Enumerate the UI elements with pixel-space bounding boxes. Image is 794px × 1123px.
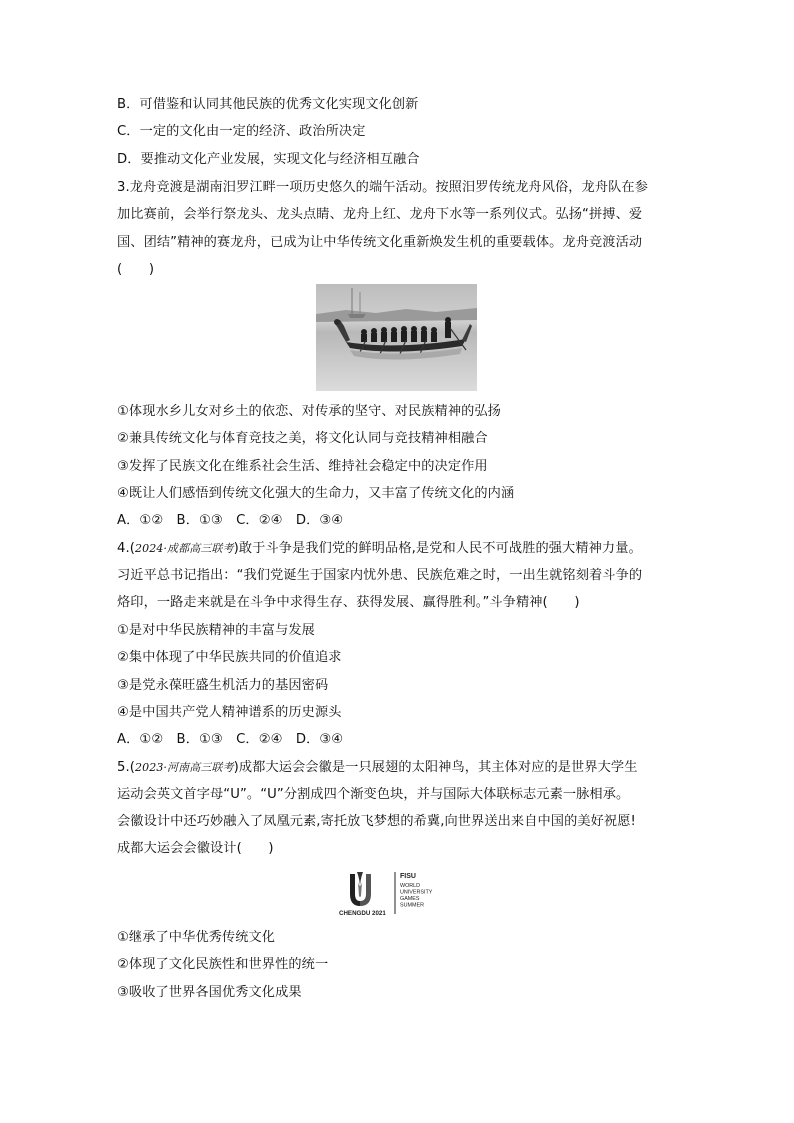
question-3-stem-line-2: 加比赛前，会举行祭龙头、龙头点睛、龙舟上红、龙舟下水等一系列仪式。弘扬“拼搏、爱 xyxy=(117,207,643,222)
q5-statement-3: ③吸收了世界各国优秀文化成果 xyxy=(117,985,302,1000)
logo-fisu-text: FISU xyxy=(400,873,416,880)
question-3-stem-line-1: 3.龙舟竞渡是湖南汨罗江畔一项历史悠久的端午活动。按照汨罗传统龙舟风俗，龙舟队在参 xyxy=(117,180,648,195)
question-5-number: 5.( xyxy=(117,760,136,775)
chengdu-universiade-logo xyxy=(336,868,456,918)
option-d: D．要推动文化产业发展，实现文化与经济相互融合 xyxy=(117,152,420,167)
q3-statement-1: ①体现水乡儿女对乡土的依恋、对传承的坚守、对民族精神的弘扬 xyxy=(117,404,501,419)
question-4-number: 4.( xyxy=(117,541,136,556)
question-4-stem-line-1 xyxy=(117,540,677,558)
question-5-stem-line-2: 运动会英文首字母“U”。“U”分割成四个渐变色块，并与国际大体联标志元素一脉相承。 xyxy=(117,787,630,802)
q4-statement-4: ④是中国共产党人精神谱系的历史源头 xyxy=(117,705,342,720)
q3-statement-2: ②兼具传统文化与体育竞技之美，将文化认同与竞技精神相融合 xyxy=(117,431,488,446)
question-4-stem-line-2: 习近平总书记指出：“我们党诞生于国家内忧外患、民族危难之时，一出生就铭刻着斗争的 xyxy=(117,568,643,583)
logo-line-summer: SUMMER xyxy=(400,902,424,909)
logo-line-games: GAMES xyxy=(400,896,420,902)
q4-statement-1: ①是对中华民族精神的丰富与发展 xyxy=(117,623,315,638)
question-4-stem-line-3: 烙印，一路走来就是在斗争中求得生存、获得发展、赢得胜利。”斗争精神( ) xyxy=(117,595,580,610)
question-3-blank: ( ) xyxy=(117,262,155,277)
question-5-text: )成都大运会会徽是一只展翅的太阳神鸟，其主体对应的是世界大学生 xyxy=(233,760,638,775)
question-5-source: 2023·河南高三联考 xyxy=(135,761,234,774)
q5-statement-2: ②体现了文化民族性和世界性的统一 xyxy=(117,957,329,972)
logo-line-world: WORLD xyxy=(400,883,421,889)
dragon-boat-photo xyxy=(316,284,477,391)
option-b: B．可借鉴和认同其他民族的优秀文化实现文化创新 xyxy=(117,97,419,112)
q3-statement-4: ④既让人们感悟到传统文化强大的生命力，又丰富了传统文化的内涵 xyxy=(117,486,515,501)
question-4-source: 2024·成都高三联考 xyxy=(135,542,234,555)
question-5-stem-line-1 xyxy=(117,759,677,777)
logo-city-text: CHENGDU 2021 xyxy=(339,910,386,917)
q4-answer-options: A．①② B．①③ C．②④ D．③④ xyxy=(117,732,344,747)
question-5-stem-line-3: 会徽设计中还巧妙融入了凤凰元素,寄托放飞梦想的希冀,向世界送出来自中国的美好祝愿! xyxy=(117,814,636,829)
q3-answer-options: A．①② B．①③ C．②④ D．③④ xyxy=(117,513,344,528)
question-5-stem-line-4: 成都大运会会徽设计( ) xyxy=(117,841,274,856)
option-c: C．一定的文化由一定的经济、政治所决定 xyxy=(117,124,366,139)
logo-line-university: UNIVERSITY xyxy=(400,889,433,896)
q4-statement-3: ③是党永葆旺盛生机活力的基因密码 xyxy=(117,678,329,693)
question-4-text: )敢于斗争是我们党的鲜明品格,是党和人民不可战胜的强大精神力量。 xyxy=(233,541,642,556)
q4-statement-2: ②集中体现了中华民族共同的价值追求 xyxy=(117,650,342,665)
q3-statement-3: ③发挥了民族文化在维系社会生活、维持社会稳定中的决定作用 xyxy=(117,459,488,474)
q5-statement-1: ①继承了中华优秀传统文化 xyxy=(117,930,276,945)
question-3-stem-line-3: 国、团结”精神的赛龙舟，已成为让中华传统文化重新焕发生机的重要载体。龙舟竞渡活动 xyxy=(117,235,643,250)
